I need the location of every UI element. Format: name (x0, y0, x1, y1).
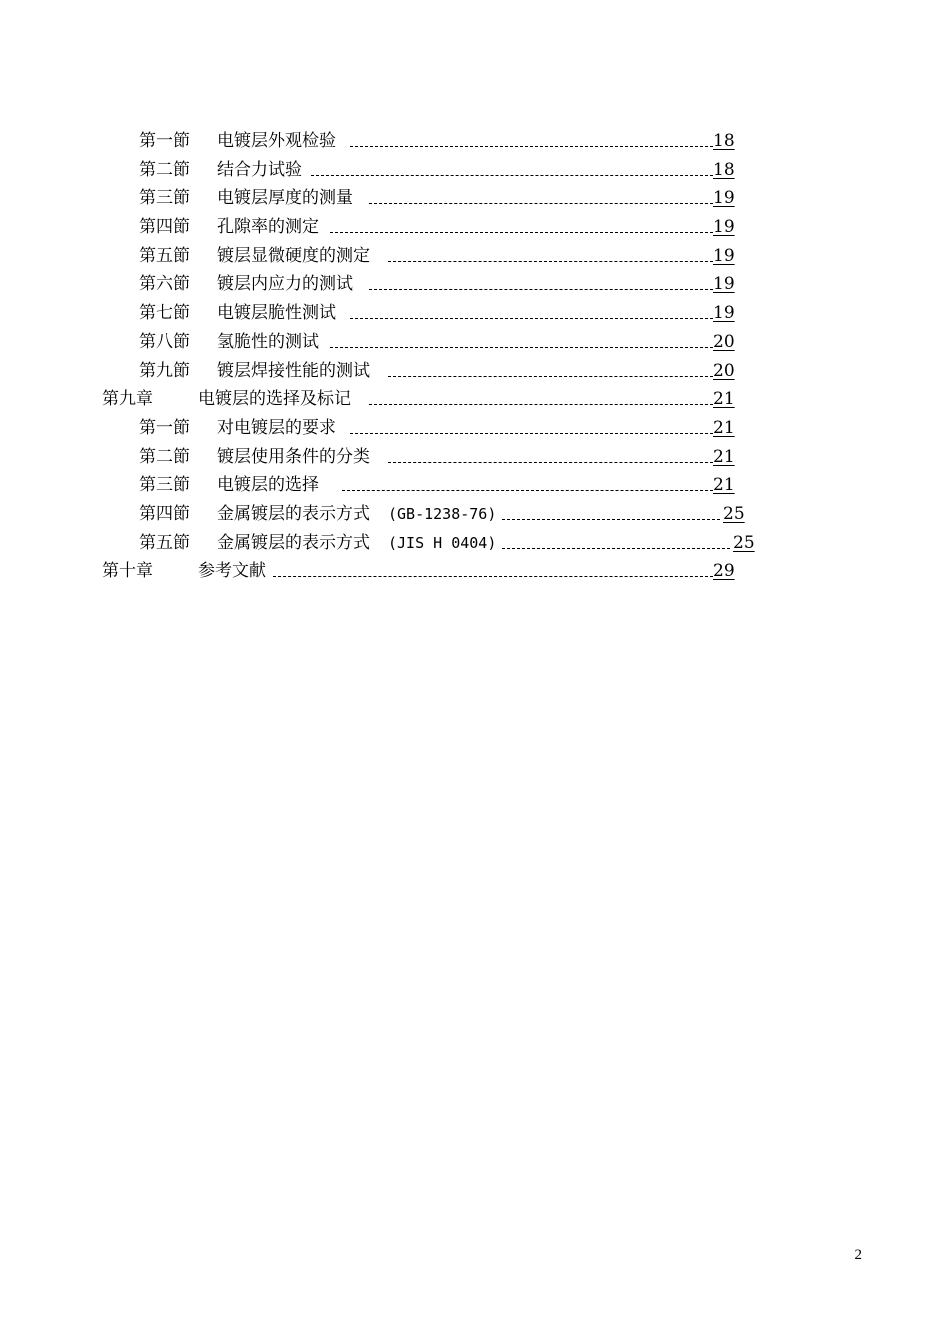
entry-page: 19 (713, 245, 735, 266)
dot-leader (388, 462, 713, 463)
page-number: 2 (854, 1247, 862, 1263)
entry-page: 21 (713, 389, 735, 410)
section-number: 第七節 (139, 303, 190, 324)
toc-entry[interactable] (0, 414, 950, 443)
toc-chapter-entry[interactable] (0, 557, 950, 586)
toc-entry[interactable] (0, 299, 950, 328)
toc-entry[interactable] (0, 500, 950, 529)
entry-title-standard: (JIS H 0404) (388, 533, 497, 552)
dot-leader (350, 433, 713, 434)
section-number: 第三節 (139, 475, 190, 496)
entry-page: 21 (713, 475, 735, 496)
toc-entry[interactable] (0, 213, 950, 242)
toc-entry[interactable] (0, 242, 950, 271)
entry-title-standard: (GB-1238-76) (388, 504, 497, 523)
entry-title: 电镀层外观检验 (217, 131, 336, 151)
toc-chapter-entry[interactable] (0, 385, 950, 414)
section-number: 第二節 (139, 159, 190, 180)
dot-leader (502, 519, 720, 520)
entry-title: 金属镀层的表示方式 (217, 532, 370, 553)
dot-leader (330, 232, 713, 233)
entry-page: 21 (713, 417, 735, 438)
dot-leader (502, 548, 730, 549)
section-number: 第九節 (139, 360, 190, 381)
dot-leader (273, 576, 713, 577)
entry-title: 孔隙率的测定 (217, 217, 319, 238)
entry-title: 电镀层厚度的测量 (217, 188, 353, 209)
section-number: 第二節 (139, 446, 190, 467)
toc-entry[interactable] (0, 270, 950, 299)
entry-page: 20 (713, 331, 735, 352)
entry-page: 25 (723, 503, 745, 524)
section-number: 第四節 (139, 217, 190, 238)
entry-title: 电镀层脆性测试 (217, 303, 336, 324)
entry-title: 镀层焊接性能的测试 (217, 360, 370, 381)
entry-title: 镀层内应力的测试 (217, 274, 353, 295)
toc-entry[interactable] (0, 328, 950, 357)
entry-page: 19 (713, 274, 735, 295)
dot-leader (311, 175, 713, 176)
section-number: 第一節 (139, 417, 190, 438)
toc-entry[interactable] (0, 443, 950, 472)
dot-leader (388, 376, 713, 377)
section-number: 第一節 (139, 131, 190, 151)
entry-page: 29 (713, 561, 735, 582)
section-number: 第八節 (139, 331, 190, 352)
entry-title: 参考文献 (198, 561, 266, 582)
dot-leader (342, 490, 713, 491)
toc-entry[interactable] (0, 357, 950, 386)
entry-page: 19 (713, 217, 735, 238)
dot-leader (369, 203, 713, 204)
toc-entry[interactable] (0, 127, 950, 156)
entry-page: 19 (713, 188, 735, 209)
dot-leader (388, 261, 713, 262)
entry-title: 金属镀层的表示方式 (217, 503, 370, 524)
section-number: 第五節 (139, 245, 190, 266)
toc-entry[interactable] (0, 471, 950, 500)
entry-page: 18 (713, 131, 735, 151)
entry-page: 25 (733, 532, 755, 553)
section-number: 第三節 (139, 188, 190, 209)
entry-title: 电镀层的选择 (217, 475, 319, 496)
table-of-contents (0, 127, 950, 586)
dot-leader (350, 318, 713, 319)
section-number: 第四節 (139, 503, 190, 524)
entry-title: 镀层使用条件的分类 (217, 446, 370, 467)
entry-page: 18 (713, 159, 735, 180)
toc-entry[interactable] (0, 156, 950, 185)
dot-leader (369, 289, 713, 290)
entry-title: 镀层显微硬度的测定 (217, 245, 370, 266)
entry-title: 电镀层的选择及标记 (198, 389, 351, 410)
toc-entry[interactable] (0, 184, 950, 213)
section-number: 第五節 (139, 532, 190, 553)
section-number: 第六節 (139, 274, 190, 295)
toc-entry[interactable] (0, 529, 950, 558)
entry-page: 20 (713, 360, 735, 381)
entry-page: 21 (713, 446, 735, 467)
entry-title: 氢脆性的测试 (217, 331, 319, 352)
entry-title: 结合力试验 (217, 159, 302, 180)
chapter-number: 第九章 (102, 389, 153, 410)
entry-title: 对电镀层的要求 (217, 417, 336, 438)
chapter-number: 第十章 (102, 561, 153, 582)
entry-page: 19 (713, 303, 735, 324)
dot-leader (350, 146, 713, 147)
dot-leader (369, 404, 713, 405)
dot-leader (330, 347, 713, 348)
